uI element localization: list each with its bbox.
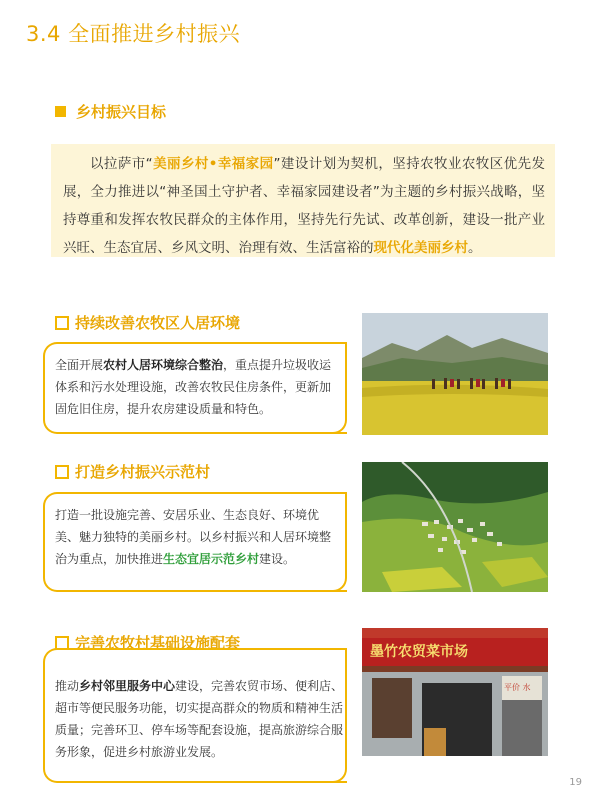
hollow-square-bullet-icon <box>55 316 69 330</box>
section-heading-demo-village <box>55 461 210 482</box>
section-text: 全面开展 <box>55 358 104 372</box>
square-bullet-icon <box>55 106 66 117</box>
section-body-environment <box>55 354 337 420</box>
village-aerial-photo <box>362 462 548 592</box>
goal-heading <box>55 101 166 122</box>
goal-heading-label: 乡村振兴目标 <box>76 103 167 121</box>
page-title: 3.4 全面推进乡村振兴 <box>26 22 241 46</box>
section-heading-label: 持续改善农牧区人居环境 <box>75 314 241 332</box>
section-text: 建设。 <box>259 552 296 566</box>
goal-text-middle: ”建设计划为契机，坚持农牧业农牧区优先发展，全力推进以“神圣国土守护者、幸福家园建设者”为主题的乡村振兴战略，坚持尊重和发挥农牧民群众的主体作用，坚持先行先试、改革创新，建设一批产业兴旺、生态宜居、乡风文明、治理有效、生活富裕的 <box>63 156 545 256</box>
highland-field-photo <box>362 313 548 435</box>
section-heading-label: 完善农牧村基础设施配套 <box>75 634 241 652</box>
section-heading-label: 打造乡村振兴示范村 <box>75 463 211 481</box>
section-text: 打造一批设施完善、安居乐业、生态良好、环境优美、魅力独特的美丽乡村。以乡村振兴和人居环境整治为重点，加快推进 <box>55 508 332 566</box>
goal-text-after: 。 <box>468 240 482 256</box>
section-body-infrastructure <box>55 675 345 763</box>
section-heading-environment <box>55 312 240 333</box>
section-text: 推动 <box>55 679 80 693</box>
section-bold-text: 乡村邻里服务中心 <box>79 679 176 693</box>
goal-text-box <box>51 144 555 257</box>
market-sign-text: 墨竹农贸菜市场 <box>370 644 468 660</box>
section-text: 建设，完善农贸市场、便利店、超市等便民服务功能，切实提高群众的物质和精神生活质量；完善环卫、停车场等配套设施，提高旅游综合服务形象，促进乡村旅游业发展。 <box>55 679 344 759</box>
section-bold-text: 农村人居环境综合整治 <box>103 358 224 372</box>
goal-text-before: 以拉萨市“ <box>90 156 153 172</box>
page-number: 19 <box>569 777 582 788</box>
market-building-photo <box>362 628 548 756</box>
hollow-square-bullet-icon <box>55 465 69 479</box>
shop-sign-text: 平价 水 <box>504 683 531 692</box>
goal-paragraph <box>63 150 545 262</box>
goal-highlight-village: 现代化美丽乡村 <box>373 240 468 256</box>
section-bold-text: 生态宜居示范乡村 <box>163 552 260 566</box>
section-body-demo-village <box>55 504 337 570</box>
section-text: ，重点提升垃圾收运体系和污水处理设施，改善农牧民住房条件，更新加固危旧住房，提升农房建设质量和特色。 <box>55 358 332 416</box>
goal-highlight-plan: 美丽乡村•幸福家园 <box>152 156 274 172</box>
